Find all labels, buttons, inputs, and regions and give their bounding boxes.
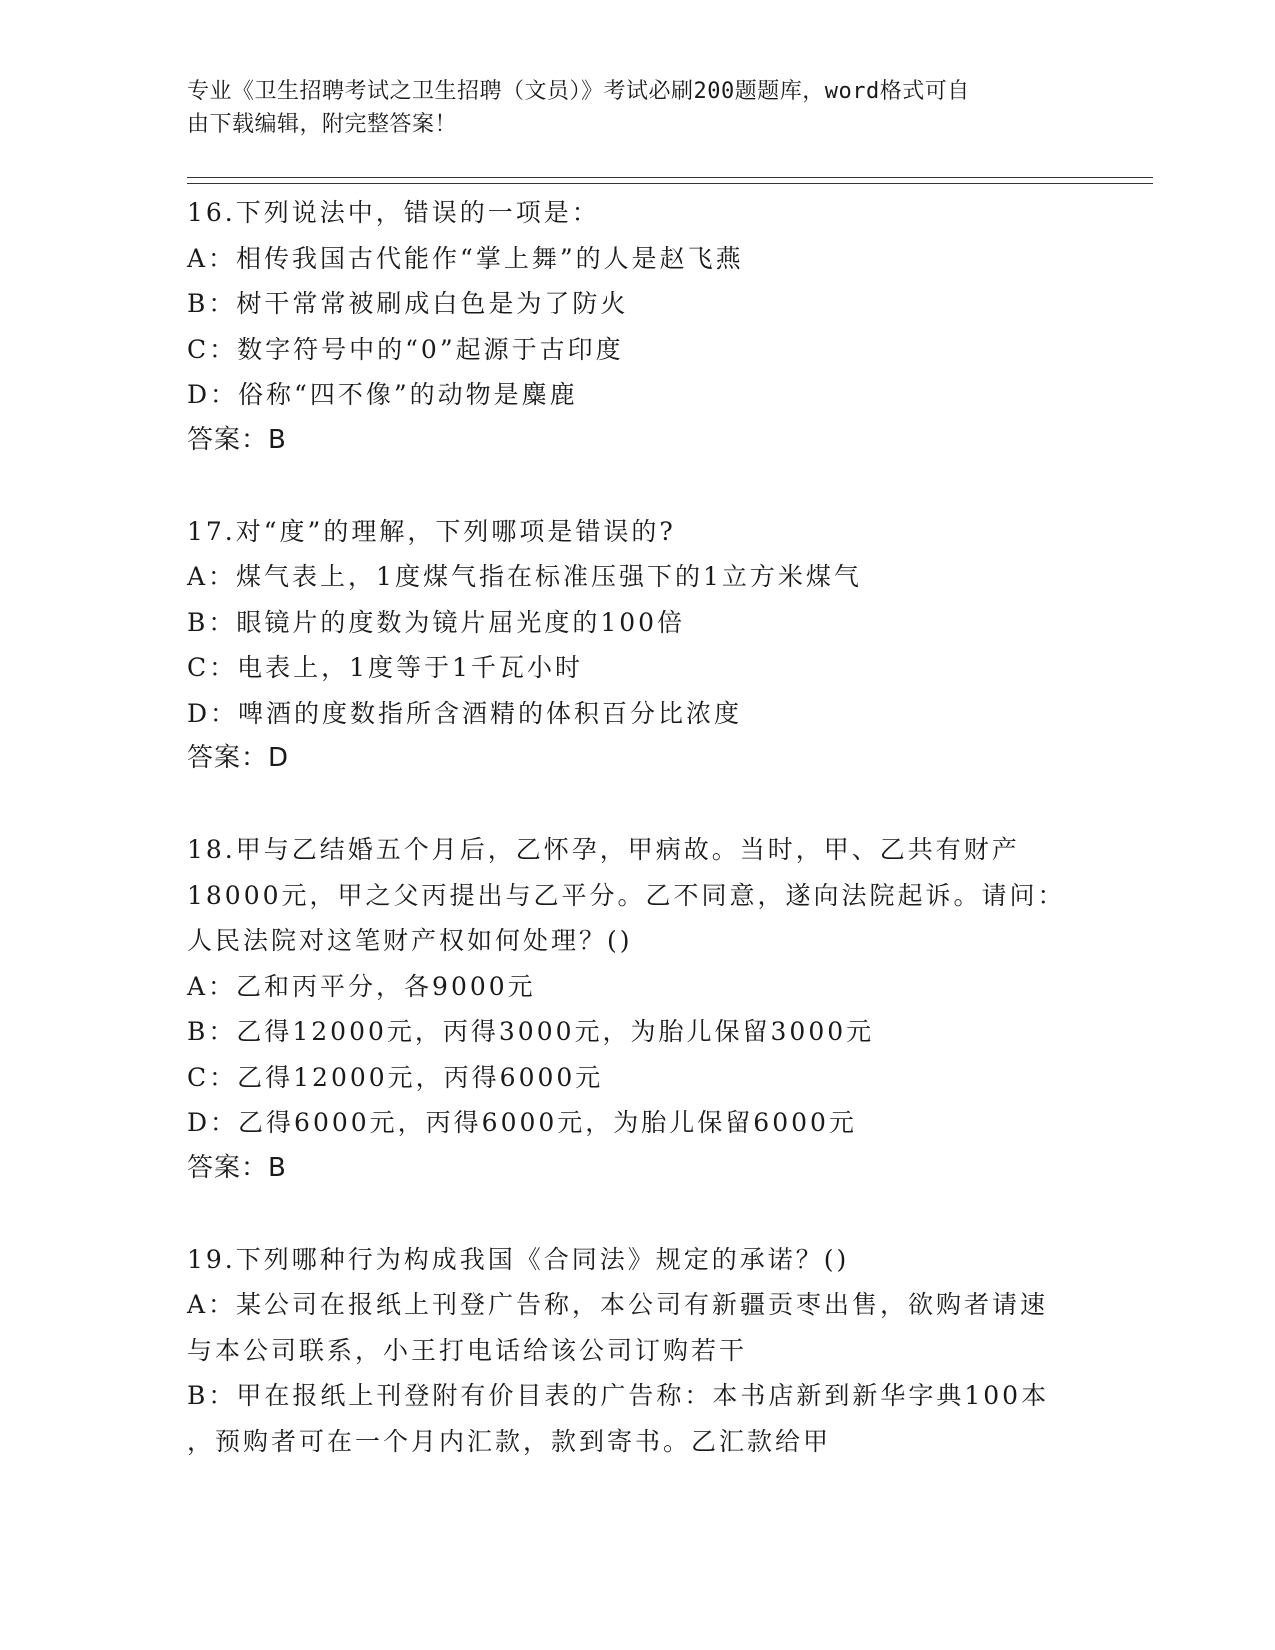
question-stem: 16.下列说法中，错误的一项是： bbox=[187, 198, 600, 227]
question-stem-line-1: 18.甲与乙结婚五个月后，乙怀孕，甲病故。当时，甲、乙共有财产 bbox=[187, 835, 1020, 864]
option-a-line-1: A：某公司在报纸上刊登广告称，本公司有新疆贡枣出售，欲购者请速 bbox=[187, 1290, 1049, 1319]
question-spacer bbox=[187, 463, 1087, 509]
option-b: B：乙得12000元，丙得3000元，为胎儿保留3000元 bbox=[187, 1017, 875, 1046]
option-d: D：啤酒的度数指所含酒精的体积百分比浓度 bbox=[187, 698, 743, 728]
question-spacer bbox=[187, 782, 1087, 828]
document-header bbox=[187, 75, 1077, 141]
header-line-2: 由下载编辑，附完整答案！ bbox=[187, 112, 458, 137]
option-b-line-1: B：甲在报纸上刊登附有价目表的广告称：本书店新到新华字典100本 bbox=[187, 1381, 1050, 1410]
question-stem-line-2: 18000元，甲之父丙提出与乙平分。乙不同意，遂向法院起诉。请问： bbox=[187, 880, 1066, 910]
option-d: D：乙得6000元，丙得6000元，为胎儿保留6000元 bbox=[187, 1108, 857, 1137]
option-b: B：眼镜片的度数为镜片屈光度的100倍 bbox=[187, 607, 686, 637]
header-line-1: 专业《卫生招聘考试之卫生招聘（文员）》考试必刷200题题库，word格式可自 bbox=[187, 79, 970, 104]
option-b-line-2: ，预购者可在一个月内汇款，款到寄书。乙汇款给甲 bbox=[187, 1426, 832, 1456]
question-spacer bbox=[187, 1191, 1087, 1237]
question-stem: 17.对“度”的理解，下列哪项是错误的? bbox=[187, 516, 676, 546]
question-18 bbox=[187, 827, 1087, 1191]
option-a: A：乙和丙平分，各9000元 bbox=[187, 971, 536, 1001]
option-a: A：煤气表上，1度煤气指在标准压强下的1立方米煤气 bbox=[187, 562, 862, 591]
header-divider-top bbox=[187, 177, 1153, 178]
answer-label: 答案：B bbox=[187, 424, 287, 455]
answer-label: 答案：D bbox=[187, 743, 290, 773]
option-a-line-2: 与本公司联系，小王打电话给该公司订购若干 bbox=[187, 1335, 748, 1365]
question-16 bbox=[187, 190, 1087, 463]
option-c: C：乙得12000元，丙得6000元 bbox=[187, 1062, 604, 1092]
option-b: B：树干常常被刷成白色是为了防火 bbox=[187, 289, 629, 318]
option-c: C：数字符号中的“0”起源于古印度 bbox=[187, 334, 624, 364]
question-list bbox=[187, 190, 1087, 1464]
question-17 bbox=[187, 509, 1087, 782]
answer-label: 答案：B bbox=[187, 1152, 287, 1183]
question-stem: 19.下列哪种行为构成我国《合同法》规定的承诺？() bbox=[187, 1244, 850, 1274]
question-stem-line-3: 人民法院对这笔财产权如何处理？() bbox=[187, 926, 633, 955]
header-divider-bottom bbox=[187, 183, 1153, 184]
option-c: C：电表上，1度等于1千瓦小时 bbox=[187, 653, 583, 682]
option-a: A：相传我国古代能作“掌上舞”的人是赵飞燕 bbox=[187, 243, 744, 273]
question-19 bbox=[187, 1237, 1087, 1465]
option-d: D：俗称“四不像”的动物是麋鹿 bbox=[187, 380, 578, 409]
